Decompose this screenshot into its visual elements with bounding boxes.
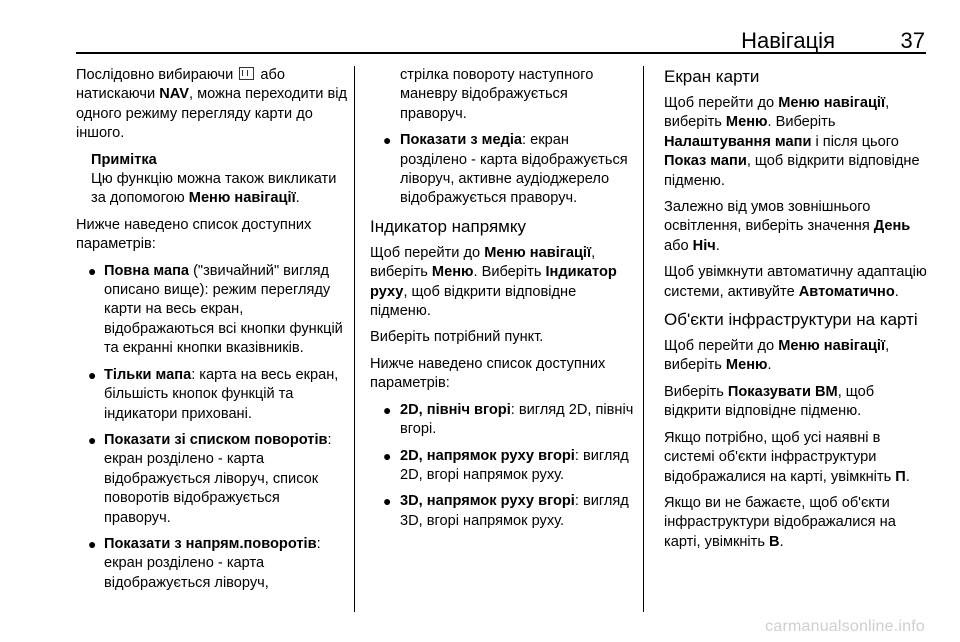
bullet-icon: ● <box>383 447 392 464</box>
paragraph: Нижче наведено список доступних параметрів: <box>370 355 606 392</box>
list-item: ● Показати з напрям.поворотів: екран розділено - карта відображується ліворуч, <box>88 535 321 591</box>
column-2 <box>370 66 638 538</box>
column-3 <box>664 66 929 559</box>
list-item: ● Тільки мапа: карта на весь екран, більшість кнопок функцій та індикатори приховані. <box>88 366 339 422</box>
note-heading: Примітка <box>91 151 157 168</box>
list-item: ● Показати зі списком поворотів: екран розділено - карта відображується ліворуч, список поворотів відображується праворуч. <box>88 431 332 526</box>
section-heading-map-screen: Екран карти <box>664 67 760 86</box>
bullet-icon: ● <box>88 366 97 383</box>
bullet-icon: ● <box>88 535 97 552</box>
note-text: Цю функцію можна також викликати за допомогою Меню навігації. <box>91 171 337 207</box>
column-divider-2 <box>643 66 644 612</box>
paragraph: Щоб увімкнути автоматичну адаптацію системи, активуйте Автоматично. <box>664 264 927 300</box>
note-block <box>91 151 348 209</box>
list-item: ● Показати з медіа: екран розділено - карта відображується ліворуч, активне аудіоджерело відображується праворуч. <box>383 132 628 207</box>
header-rule <box>76 52 926 54</box>
list-intro: Нижче наведено список доступних параметрів: <box>76 216 312 253</box>
paragraph: Щоб перейти до Меню навігації, виберіть Меню. Виберіть Індикатор руху, щоб відкрити відповідне підменю. <box>370 244 617 320</box>
list-item: ● 2D, північ вгорі: вигляд 2D, північ вгорі. <box>383 401 634 438</box>
column-divider-1 <box>354 66 355 612</box>
paragraph: Щоб перейти до Меню навігації, виберіть Меню. Виберіть Налаштування мапи і після цього Показ мапи, щоб відкрити відповідне підменю. <box>664 95 920 189</box>
bullet-icon: ● <box>383 401 392 418</box>
paragraph: Щоб перейти до Меню навігації, виберіть Меню. <box>664 338 890 374</box>
paragraph: Якщо ви не бажаєте, щоб об'єкти інфраструктури відображалися на карті, увімкніть В. <box>664 494 896 550</box>
list-item: ● 3D, напрямок руху вгорі: вигляд 3D, вгорі напрямок руху. <box>383 493 629 529</box>
intro-paragraph: Послідовно вибираючи або натискаючи NAV, можна переходити від одного режиму перегляду карти до іншого. <box>76 67 347 142</box>
column-1 <box>76 66 348 600</box>
bullet-icon: ● <box>383 132 392 149</box>
bullet-icon: ● <box>88 262 97 279</box>
list-item: ● Повна мапа ("звичайний" вигляд описано вище): режим перегляду карти на весь екран, відображаються всі кнопки функцій та екранні кнопки вказівників. <box>88 262 343 357</box>
map-mode-list <box>76 262 348 594</box>
paragraph: Виберіть Показувати ВМ, щоб відкрити відповідне підменю. <box>664 383 875 420</box>
paragraph: Виберіть потрібний пункт. <box>370 329 544 346</box>
watermark: carmanualsonline.info <box>765 618 925 635</box>
section-heading-infrastructure: Об'єкти інфраструктури на карті <box>664 310 918 330</box>
page-number: 37 <box>900 28 925 53</box>
map-view-icon <box>239 67 254 80</box>
section-heading-direction-indicator: Індикатор напрямку <box>370 216 526 236</box>
continued-text: стрілка повороту наступного маневру відображується праворуч. <box>400 67 594 122</box>
list-item: ● 2D, напрямок руху вгорі: вигляд 2D, вгорі напрямок руху. <box>383 447 629 483</box>
bullet-icon: ● <box>383 493 392 510</box>
map-mode-list-continued <box>370 131 638 209</box>
page-header-title: Навігація <box>741 28 835 53</box>
direction-options-list <box>370 401 638 531</box>
paragraph: Залежно від умов зовнішнього освітлення, виберіть значення День або Ніч. <box>664 199 911 254</box>
bullet-icon: ● <box>88 431 97 448</box>
paragraph: Якщо потрібно, щоб усі наявні в системі об'єкти інфраструктури відображалися на карті, увімкніть П. <box>664 429 910 485</box>
